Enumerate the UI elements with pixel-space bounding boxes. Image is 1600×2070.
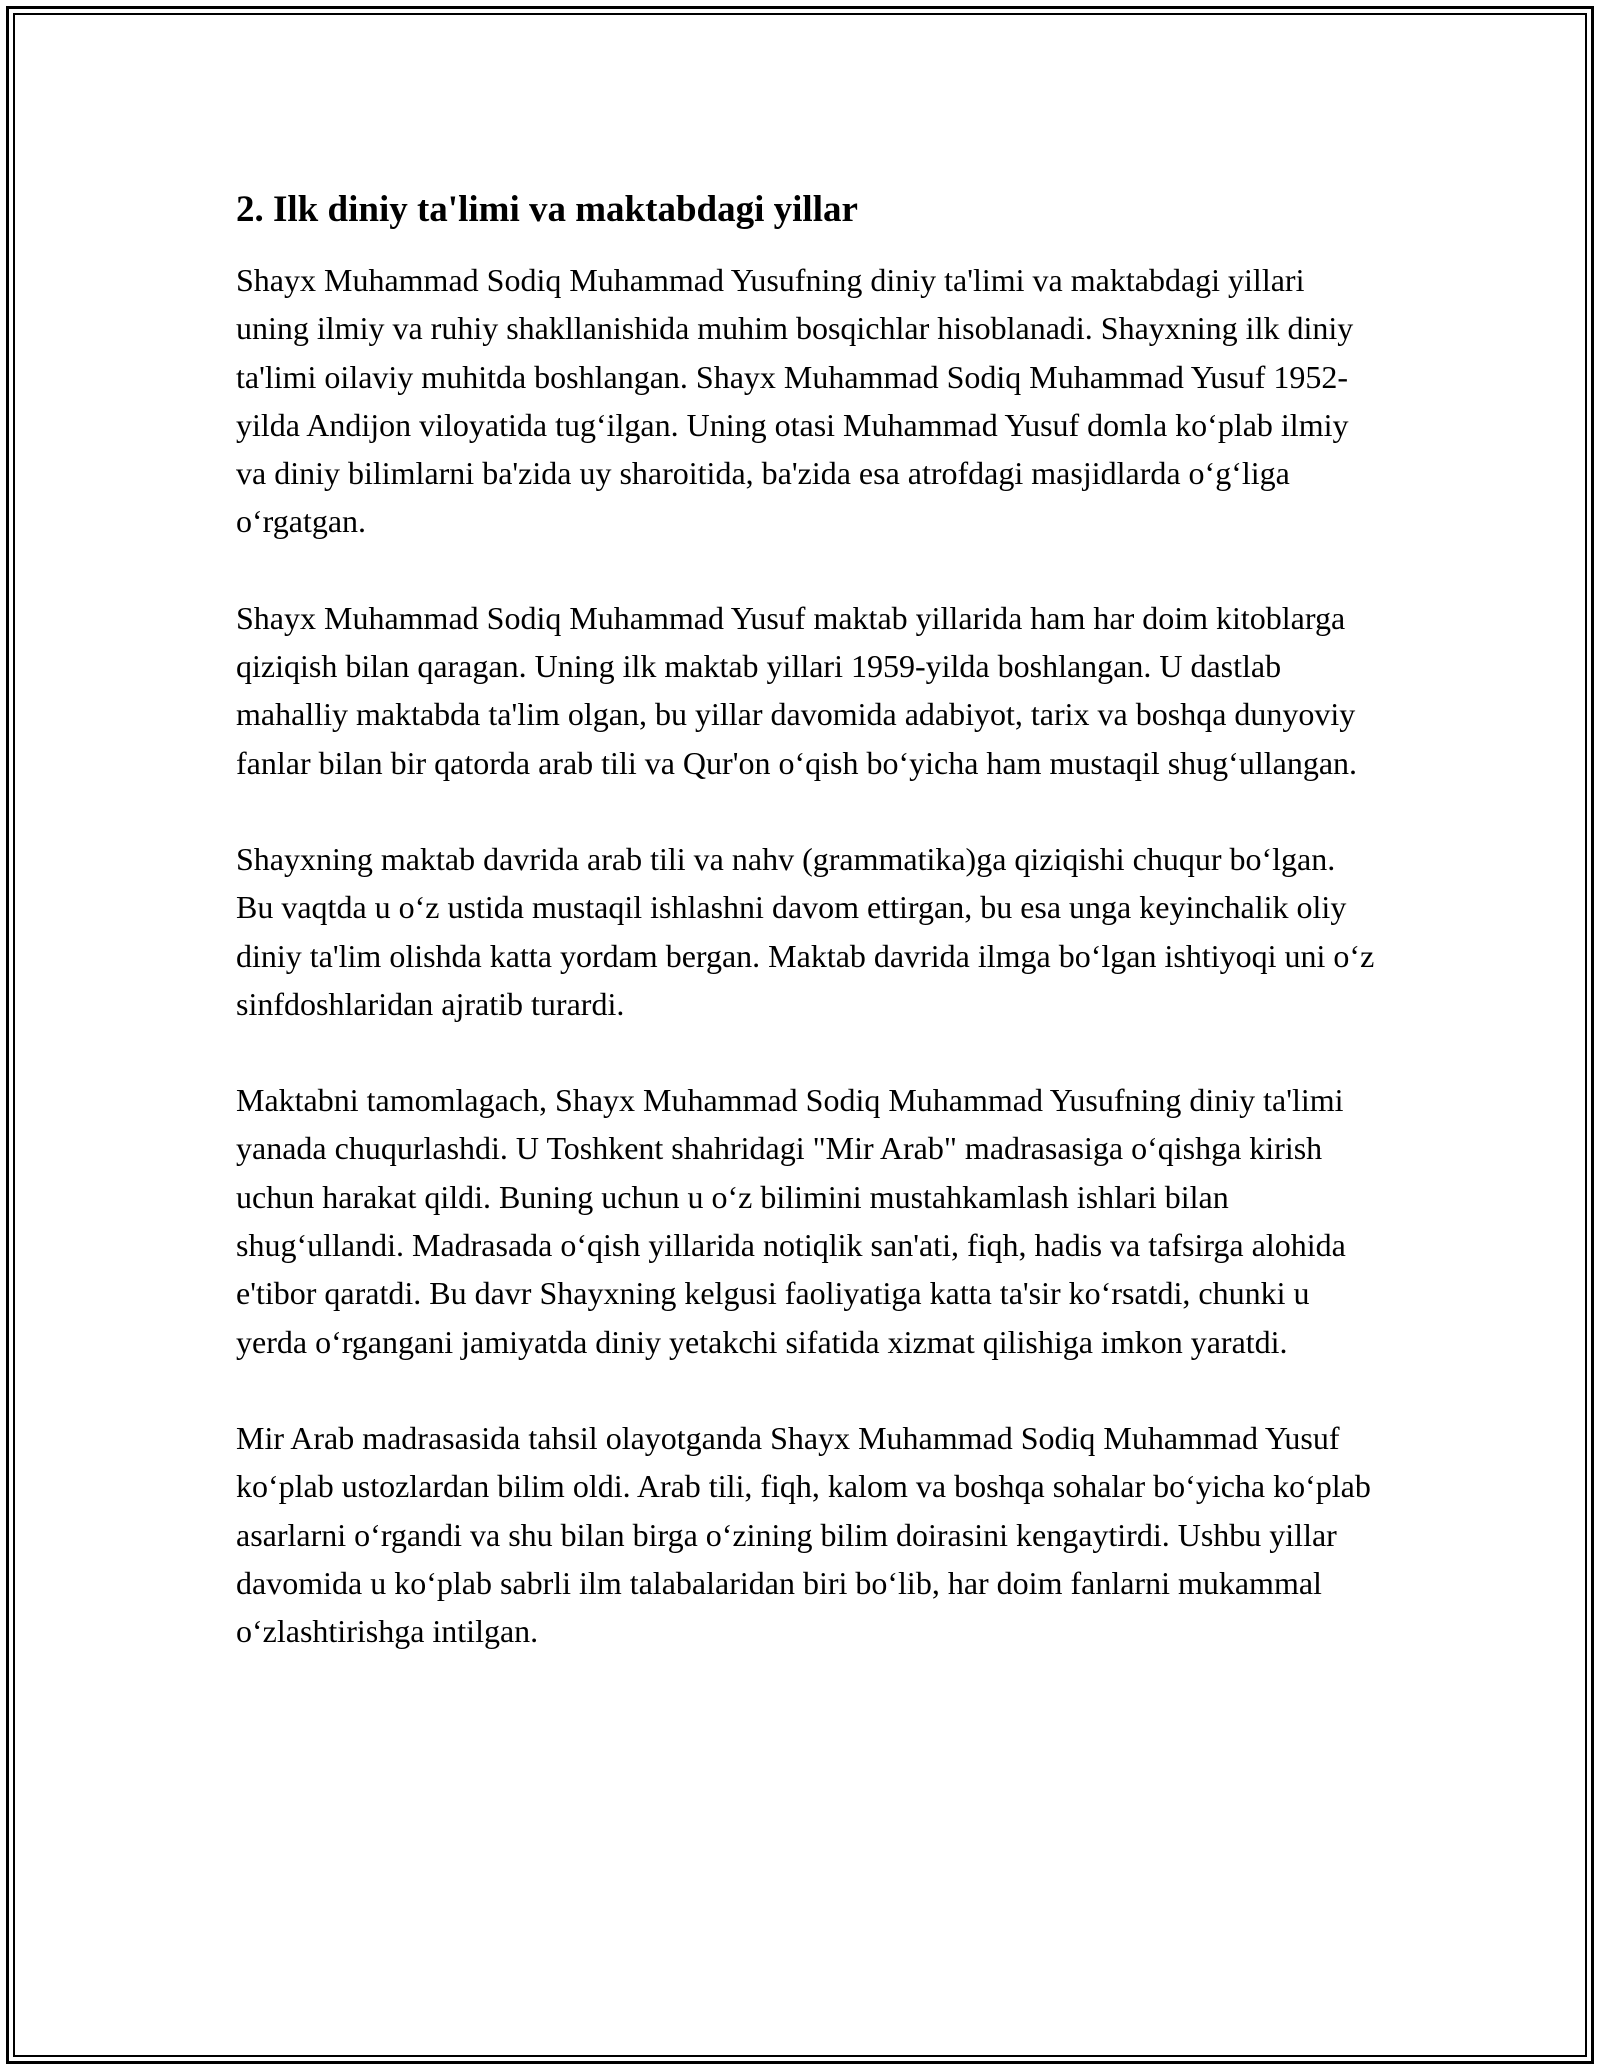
document-body: [236, 186, 1376, 1703]
paragraph-3: Shayxning maktab davrida arab tili va nahv (grammatika)ga qiziqishi chuqur bo‘lgan. Bu vaqtda u o‘z ustida mustaqil ishlashni davom ettirgan, bu esa unga keyinchalik oliy diniy ta'lim olishda katta yordam bergan. Maktab davrida ilmga bo‘lgan ishtiyoqi uni o‘z sinfdoshlaridan ajratib turardi.: [236, 840, 1375, 1022]
section-heading: 2. Ilk diniy ta'limi va maktabdagi yillar: [236, 189, 858, 230]
paragraph-5: Mir Arab madrasasida tahsil olayotganda Shayx Muhammad Sodiq Muhammad Yusuf ko‘plab ustozlardan bilim oldi. Arab tili, fiqh, kalom va boshqa sohalar bo‘yicha ko‘plab asarlarni o‘rgandi va shu bilan birga o‘zining bilim doirasini kengaytirdi. Ushbu yillar davomida u ko‘plab sabrli ilm talabalaridan biri bo‘lib, har doim fanlarni mukammal o‘zlashtirishga intilgan.: [236, 1419, 1371, 1650]
paragraph-1: Shayx Muhammad Sodiq Muhammad Yusufning diniy ta'limi va maktabdagi yillari uning ilmiy va ruhiy shakllanishida muhim bosqichlar hisoblanadi. Shayxning ilk diniy ta'limi oilaviy muhitda boshlangan. Shayx Muhammad Sodiq Muhammad Yusuf 1952-yilda Andijon viloyatida tug‘ilgan. Uning otasi Muhammad Yusuf domla ko‘plab ilmiy va diniy bilimlarni ba'zida uy sharoitida, ba'zida esa atrofdagi masjidlarda o‘g‘liga o‘rgatgan.: [236, 262, 1354, 540]
paragraph-4: Maktabni tamomlagach, Shayx Muhammad Sodiq Muhammad Yusufning diniy ta'limi yanada chuqurlashdi. U Toshkent shahridagi "Mir Arab" madrasasiga o‘qishga kirish uchun harakat qildi. Buning uchun u o‘z bilimini mustahkamlash ishlari bilan shug‘ullandi. Madrasada o‘qish yillarida notiqlik san'ati, fiqh, hadis va tafsirga alohida e'tibor qaratdi. Bu davr Shayxning kelgusi faoliyatiga katta ta'sir ko‘rsatdi, chunki u yerda o‘rgangani jamiyatda diniy yetakchi sifatida xizmat qilishiga imkon yaratdi.: [236, 1082, 1346, 1360]
paragraph-2: Shayx Muhammad Sodiq Muhammad Yusuf maktab yillarida ham har doim kitoblarga qiziqish bilan qaragan. Uning ilk maktab yillari 1959-yilda boshlangan. U dastlab mahalliy maktabda ta'lim olgan, bu yillar davomida adabiyot, tarix va boshqa dunyoviy fanlar bilan bir qatorda arab tili va Qur'on o‘qish bo‘yicha ham mustaqil shug‘ullangan.: [236, 599, 1358, 781]
